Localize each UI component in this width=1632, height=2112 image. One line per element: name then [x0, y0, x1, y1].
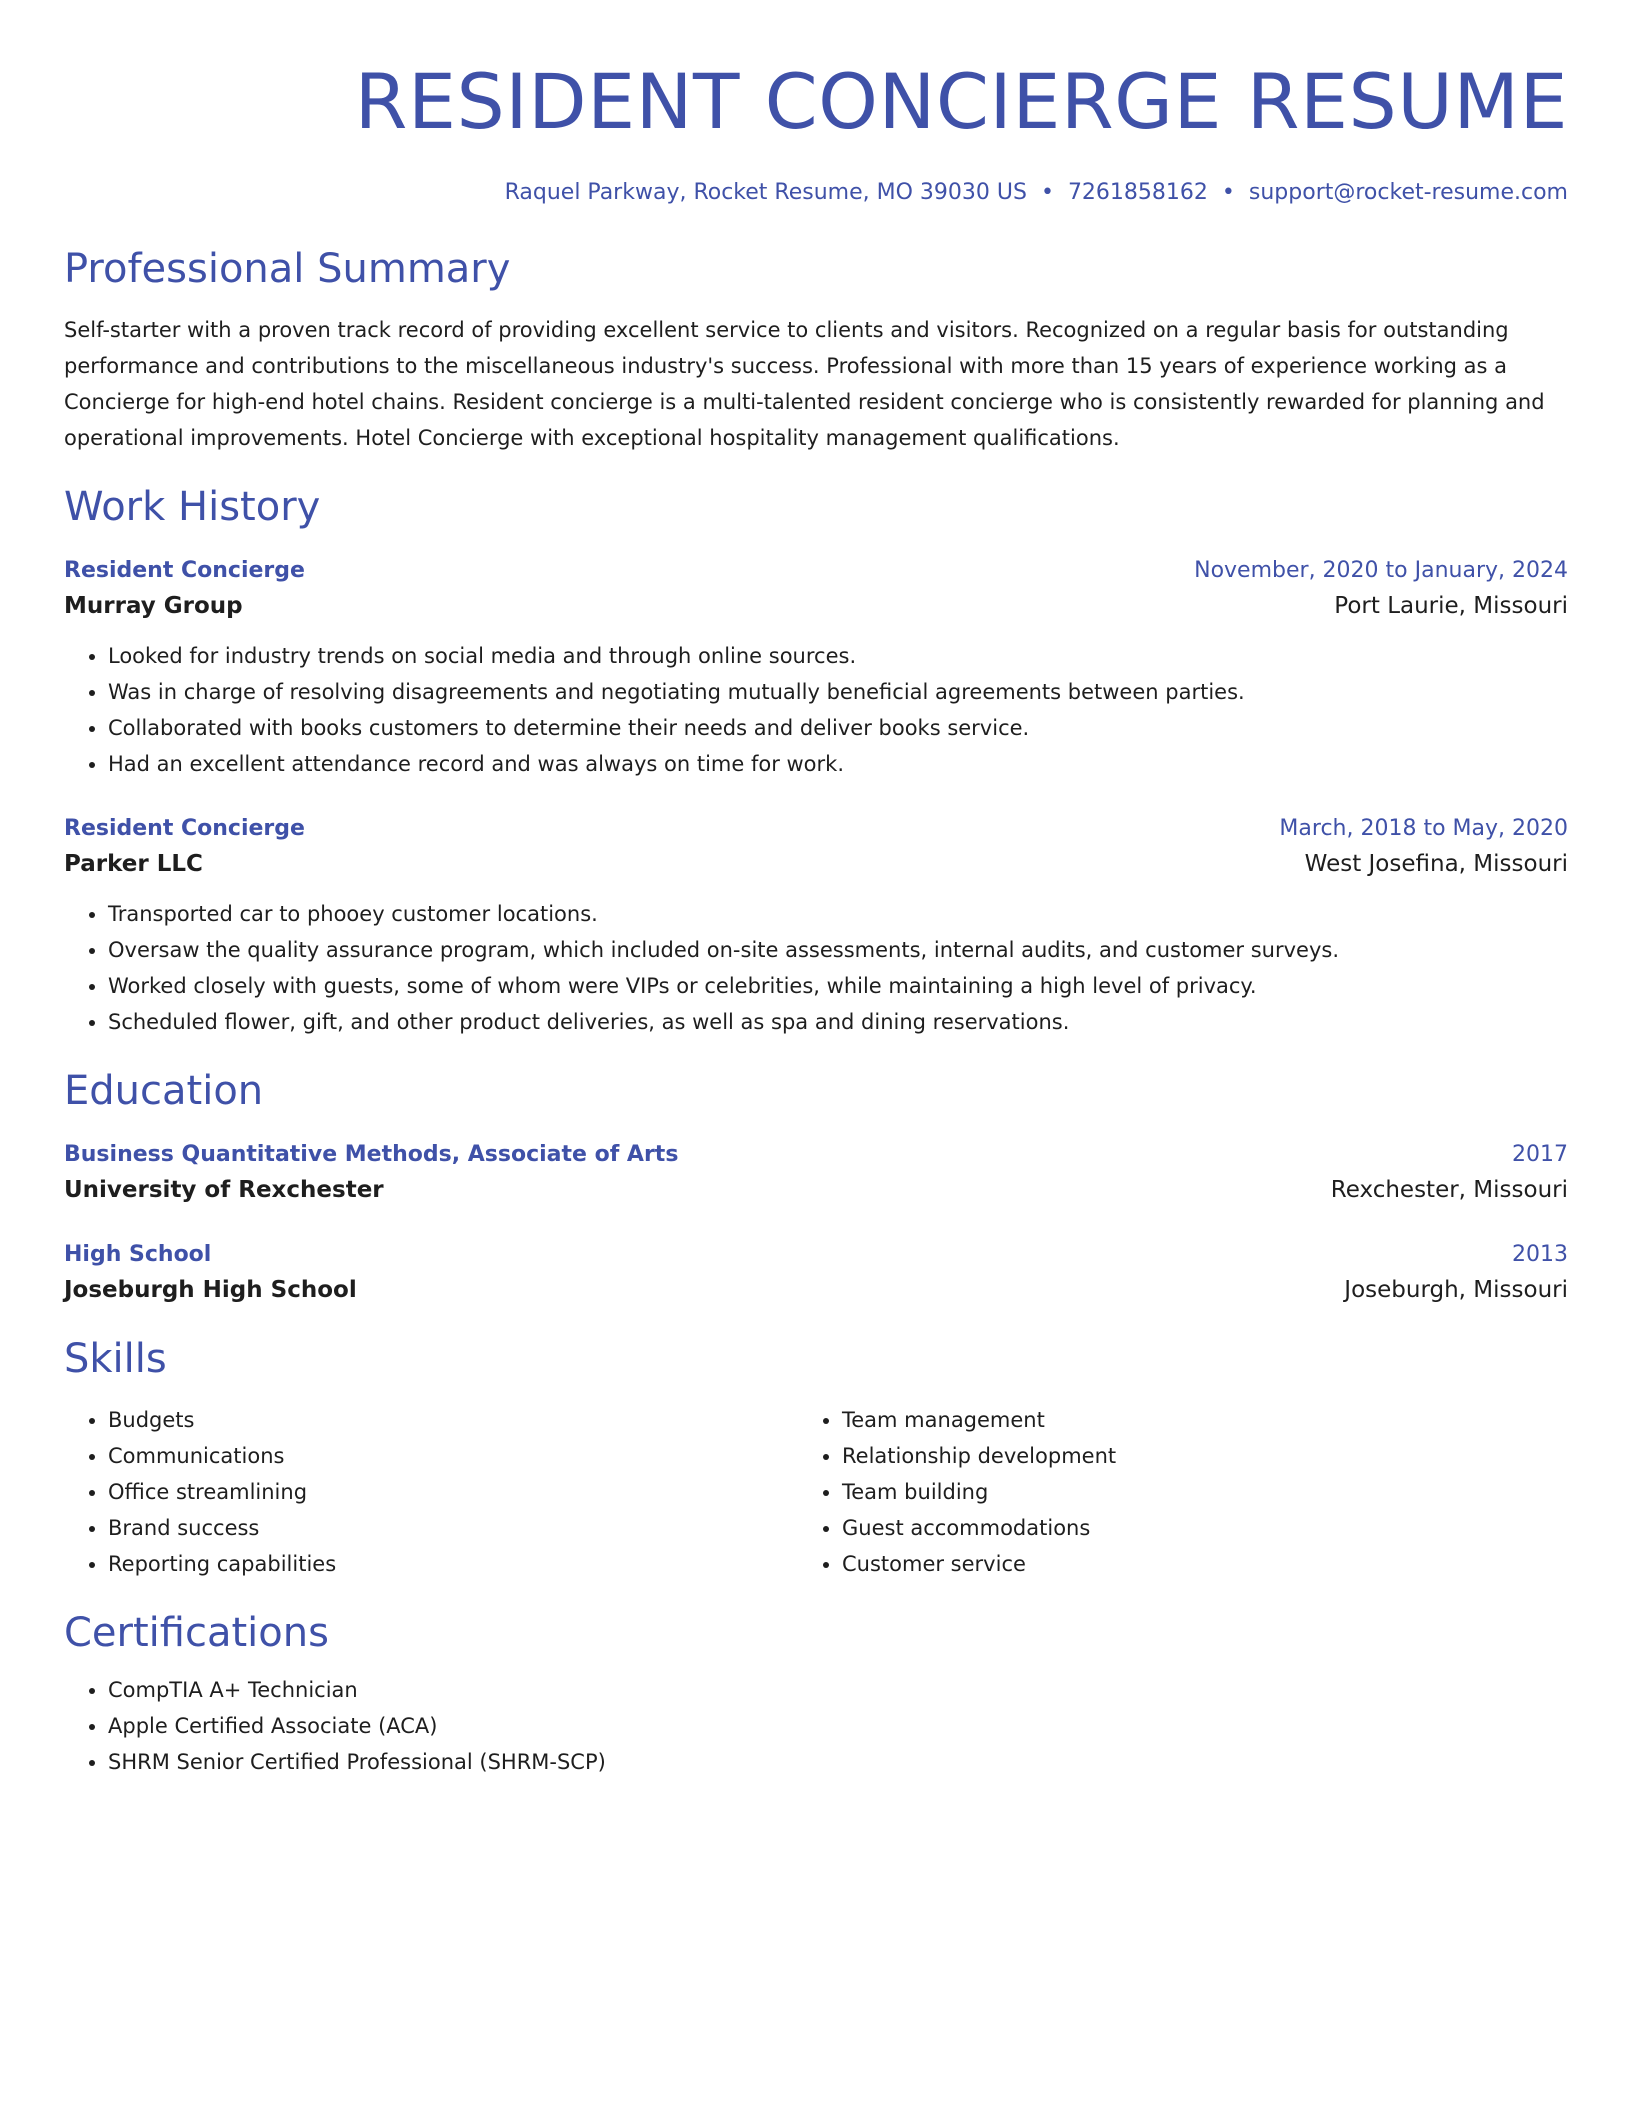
list-item: • Apple Certified Associate (ACA)	[108, 1708, 1568, 1744]
list-item: • Guest accommodations	[842, 1510, 1532, 1546]
list-item: • Scheduled flower, gift, and other product deliveries, as well as spa and dining reservations.	[108, 1004, 1568, 1040]
resume-header	[64, 52, 1568, 208]
list-item: • Office streamlining	[108, 1474, 798, 1510]
list-item: • Looked for industry trends on social media and through online sources.	[108, 638, 1568, 674]
graduation-year: 2017	[1512, 1142, 1568, 1167]
section-education	[64, 1066, 1568, 1308]
skills-list	[64, 1402, 798, 1582]
list-item: • CompTIA A+ Technician	[108, 1672, 1568, 1708]
job-bullets	[64, 896, 1568, 1040]
degree: High School	[64, 1242, 212, 1267]
job-role: Resident Concierge	[64, 816, 305, 841]
school-location: Joseburgh, Missouri	[1344, 1277, 1568, 1303]
section-title-education: Education	[64, 1068, 264, 1114]
education-entry	[64, 1238, 1568, 1308]
list-item: • Budgets	[108, 1402, 798, 1438]
degree: Business Quantitative Methods, Associate of Arts	[64, 1142, 679, 1167]
list-item: • Collaborated with books customers to determine their needs and deliver books service.	[108, 710, 1568, 746]
education-entry	[64, 1138, 1568, 1208]
list-item: • SHRM Senior Certified Professional (SHRM-SCP)	[108, 1744, 1568, 1780]
skills-columns	[64, 1402, 1568, 1582]
list-item: • Worked closely with guests, some of whom were VIPs or celebrities, while maintaining a high level of privacy.	[108, 968, 1568, 1004]
section-skills	[64, 1334, 1568, 1582]
job-location: Port Laurie, Missouri	[1334, 593, 1568, 619]
list-item: • Had an excellent attendance record and was always on time for work.	[108, 746, 1568, 782]
list-item: • Relationship development	[842, 1438, 1532, 1474]
list-item: • Team management	[842, 1402, 1532, 1438]
skills-column-right	[798, 1402, 1532, 1582]
skills-list	[798, 1402, 1532, 1582]
job-bullets	[64, 638, 1568, 782]
section-title-skills: Skills	[64, 1336, 167, 1382]
bullet-separator: •	[1221, 180, 1235, 205]
list-item: • Communications	[108, 1438, 798, 1474]
list-item: • Team building	[842, 1474, 1532, 1510]
job-dates: March, 2018 to May, 2020	[1279, 816, 1568, 841]
summary-text: Self-starter with a proven track record of providing excellent service to clients and visitors. Recognized on a regular basis for outstanding performance and contributions to the miscellaneous industry's success. Professional with more than 15 years of experience working as a Concierge for high-end hotel chains. Resident concierge is a multi-talented resident concierge who is consistently rewarded for planning and operational improvements. Hotel Concierge with exceptional hospitality management qualifications.	[64, 318, 1545, 450]
phone: 7261858162	[1067, 180, 1208, 205]
list-item: • Brand success	[108, 1510, 798, 1546]
job-entry	[64, 554, 1568, 782]
certifications-list	[64, 1672, 1568, 1780]
section-certifications	[64, 1608, 1568, 1780]
graduation-year: 2013	[1512, 1242, 1568, 1267]
section-title-work-history: Work History	[64, 484, 321, 530]
section-title-summary: Professional Summary	[64, 246, 511, 292]
bullet-separator: •	[1040, 180, 1054, 205]
section-work-history	[64, 482, 1568, 1040]
section-title-certifications: Certifications	[64, 1610, 329, 1656]
school-name: Joseburgh High School	[64, 1277, 357, 1303]
job-dates: November, 2020 to January, 2024	[1194, 558, 1568, 583]
school-location: Rexchester, Missouri	[1330, 1177, 1568, 1203]
job-entry	[64, 812, 1568, 1040]
address: Raquel Parkway, Rocket Resume, MO 39030 US	[504, 180, 1027, 205]
job-company: Parker LLC	[64, 851, 203, 877]
skills-column-left	[64, 1402, 798, 1582]
job-location: West Josefina, Missouri	[1304, 851, 1568, 877]
resume-title: RESIDENT CONCIERGE RESUME	[354, 57, 1568, 146]
job-company: Murray Group	[64, 593, 243, 619]
school-name: University of Rexchester	[64, 1177, 384, 1203]
job-role: Resident Concierge	[64, 558, 305, 583]
list-item: • Was in charge of resolving disagreements and negotiating mutually beneficial agreements between parties.	[108, 674, 1568, 710]
contact-line	[64, 178, 1568, 208]
email: support@rocket-resume.com	[1248, 180, 1568, 205]
list-item: • Reporting capabilities	[108, 1546, 798, 1582]
list-item: • Oversaw the quality assurance program, which included on-site assessments, internal audits, and customer surveys.	[108, 932, 1568, 968]
list-item: • Customer service	[842, 1546, 1532, 1582]
list-item: • Transported car to phooey customer locations.	[108, 896, 1568, 932]
